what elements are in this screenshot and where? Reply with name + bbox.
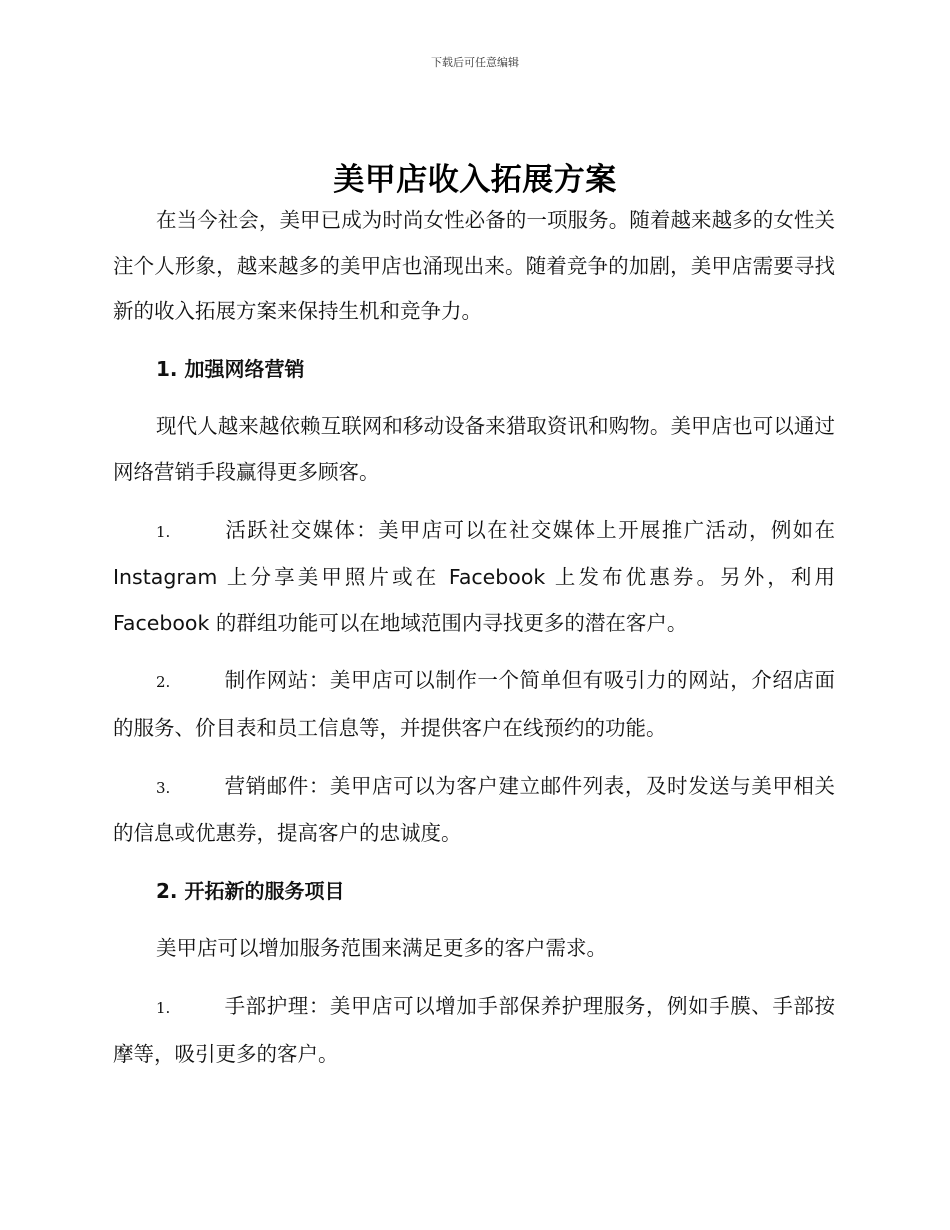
section-paragraph-1: 现代人越来越依赖互联网和移动设备来猎取资讯和购物。美甲店也可以通过网络营销手段赢得更多顾客。	[113, 414, 835, 484]
section-heading-1: 1. 加强网络营销	[156, 356, 305, 381]
list-item-number: 1.	[156, 998, 171, 1017]
list-item-text: 手部护理：美甲店可以增加手部保养护理服务，例如手膜、手部按摩等，吸引更多的客户。	[113, 993, 835, 1066]
list-item	[113, 658, 835, 751]
list-item	[113, 984, 835, 1077]
document-title: 美甲店收入拓展方案	[333, 162, 617, 198]
list-item	[113, 508, 835, 647]
section-paragraph-2: 美甲店可以增加服务范围来满足更多的客户需求。	[156, 936, 607, 961]
list-item-text: 营销邮件：美甲店可以为客户建立邮件列表，及时发送与美甲相关的信息或优惠券，提高客户的忠诚度。	[113, 773, 835, 846]
list-item-text: 制作网站：美甲店可以制作一个简单但有吸引力的网站，介绍店面的服务、价目表和员工信息等，并提供客户在线预约的功能。	[113, 668, 835, 740]
list-item	[113, 764, 835, 857]
intro-paragraph: 在当今社会，美甲已成为时尚女性必备的一项服务。随着越来越多的女性关注个人形象，越来越多的美甲店也涌现出来。随着竞争的加剧，美甲店需要寻找新的收入拓展方案来保持生机和竞争力。	[113, 208, 835, 324]
list-item-number: 1.	[156, 522, 171, 541]
list-item-text: 活跃社交媒体：美甲店可以在社交媒体上开展推广活动，例如在 Instagram 上分享美甲照片或在 Facebook 上发布优惠券。另外，利用 Facebook 的群组功能可以在地域范围内寻找更多的潜在客户。	[113, 517, 835, 635]
list-item-number: 2.	[156, 673, 171, 692]
section-heading-2: 2. 开拓新的服务项目	[156, 878, 345, 903]
document-body	[113, 198, 835, 1077]
page-header: 下载后可任意编辑	[431, 56, 519, 69]
list-item-number: 3.	[156, 778, 171, 797]
